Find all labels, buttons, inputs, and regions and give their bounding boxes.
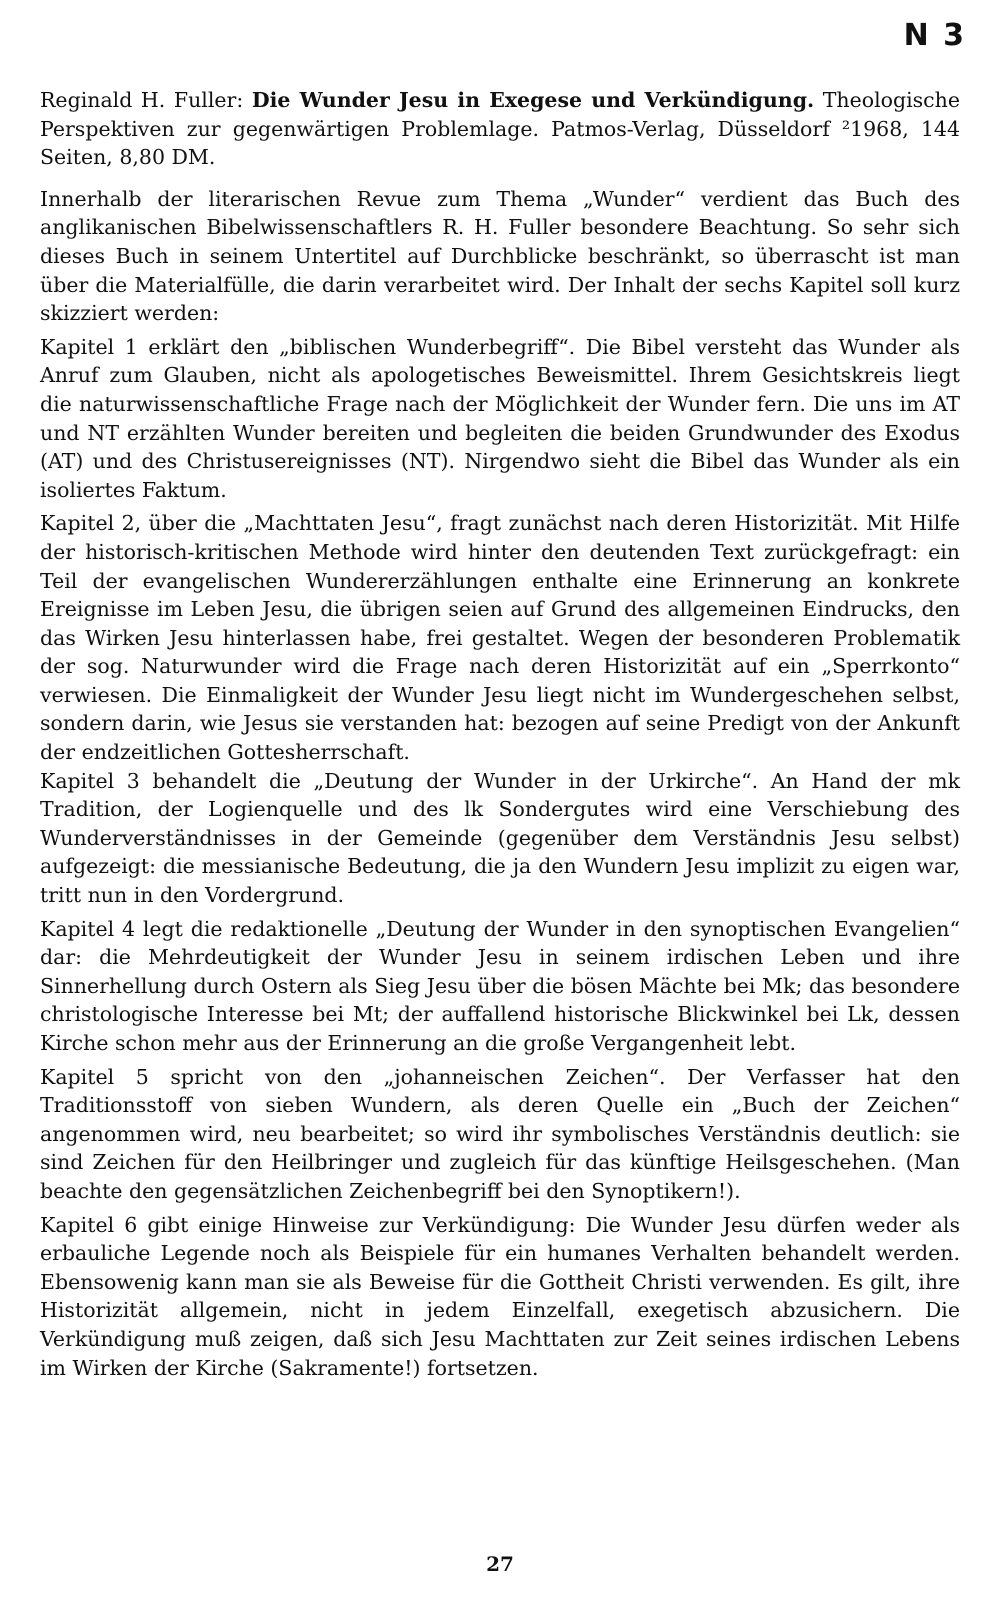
paragraph-intro: Innerhalb der literarischen Revue zum Thema „Wunder“ verdient das Buch des anglikanischen Bibelwissenschaftlers R. H. Fuller besondere Beachtung. So sehr sich dieses Buch in seinem Untertitel auf Durchblicke beschränkt, so überrascht ist man über die Materialfülle, die darin verarbeitet wird. Der Inhalt der sechs Kapitel soll kurz skizziert werden: [40,186,960,326]
citation-title: Die Wunder Jesu in Exegese und Verkündigung. [251,88,815,112]
citation [40,86,960,172]
section-marker: N 3 [903,18,966,53]
paragraph-kapitel-1: Kapitel 1 erklärt den „biblischen Wunderbegriff“. Die Bibel versteht das Wunder als Anruf zum Glauben, nicht als apologetisches Beweismittel. Ihrem Gesichtskreis liegt die naturwissenschaftliche Frage nach der Möglichkeit der Wunder fern. Die uns im AT und NT erzählten Wunder bereiten und begleiten die beiden Grundwunder des Exodus (AT) und des Christusereignisses (NT). Nirgendwo sieht die Bibel das Wunder als ein isoliertes Faktum. [40,334,960,502]
paragraph-kapitel-6: Kapitel 6 gibt einige Hinweise zur Verkündigung: Die Wunder Jesu dürfen weder als erbauliche Legende noch als Beispiele für ein humanes Verhalten behandelt werden. Ebensowenig kann man sie als Beweise für die Gottheit Christi verwenden. Es gilt, ihre Historizität allgemein, nicht in jedem Einzelfall, exegetisch abzusichern. Die Verkündigung muß zeigen, daß sich Jesu Machttaten zur Zeit seines irdischen Lebens im Wirken der Kirche (Sakramente!) fortsetzen. [40,1212,960,1380]
paragraph-kapitel-3: Kapitel 3 behandelt die „Deutung der Wunder in der Urkirche“. An Hand der mk Tradition, der Logienquelle und des lk Sondergutes wird eine Verschiebung des Wunderverständnisses in der Gemeinde (gegenüber dem Verständnis Jesu selbst) aufgezeigt: die messianische Bedeutung, die ja den Wundern Jesu implizit zu eigen war, tritt nun in den Vordergrund. [40,768,960,908]
citation-details: Theologische Perspektiven zur gegenwärtigen Problemlage. Patmos-Verlag, Düsseldorf ²1968, 144 Seiten, 8,80 DM. [40,88,960,170]
review-text [40,86,960,1382]
citation-author: Reginald H. Fuller: [40,88,252,112]
page-number: 27 [486,1552,514,1576]
paragraph-kapitel-2: Kapitel 2, über die „Machttaten Jesu“, fragt zunächst nach deren Historizität. Mit Hilfe der historisch-kritischen Methode wird hinter den deutenden Text zurückgefragt: ein Teil der evangelischen Wundererzählungen enthalte eine Erinnerung an konkrete Ereignisse im Leben Jesu, die übrigen seien auf Grund des allgemeinen Eindrucks, den das Wirken Jesu hinterlassen habe, frei gestaltet. Wegen der besonderen Problematik der sog. Naturwunder wird die Frage nach deren Historizität auf ein „Sperrkonto“ verwiesen. Die Einmaligkeit der Wunder Jesu liegt nicht im Wundergeschehen selbst, sondern darin, wie Jesus sie verstanden hat: bezogen auf seine Predigt von der Ankunft der endzeitlichen Gottesherrschaft. [40,511,960,765]
paragraph-kapitel-5: Kapitel 5 spricht von den „johanneischen Zeichen“. Der Verfasser hat den Traditionsstoff von sieben Wundern, als deren Quelle ein „Buch der Zeichen“ angenommen wird, neu bearbeitet; so wird ihr symbolisches Verständnis deutlich: sie sind Zeichen für den Heilbringer und zugleich für das künftige Heilsgeschehen. (Man beachte den gegensätzlichen Zeichenbegriff bei den Synoptikern!). [40,1064,960,1203]
paragraph-kapitel-4: Kapitel 4 legt die redaktionelle „Deutung der Wunder in den synoptischen Evangelien“ dar: die Mehrdeutigkeit der Wunder Jesu in seinem irdischen Leben und ihre Sinnerhellung durch Ostern als Sieg Jesu über die bösen Mächte bei Mk; das besondere christologische Interesse bei Mt; der auffallend historische Blickwinkel bei Lk, dessen Kirche schon mehr aus der Erinnerung an die große Vergangenheit lebt. [40,916,960,1055]
